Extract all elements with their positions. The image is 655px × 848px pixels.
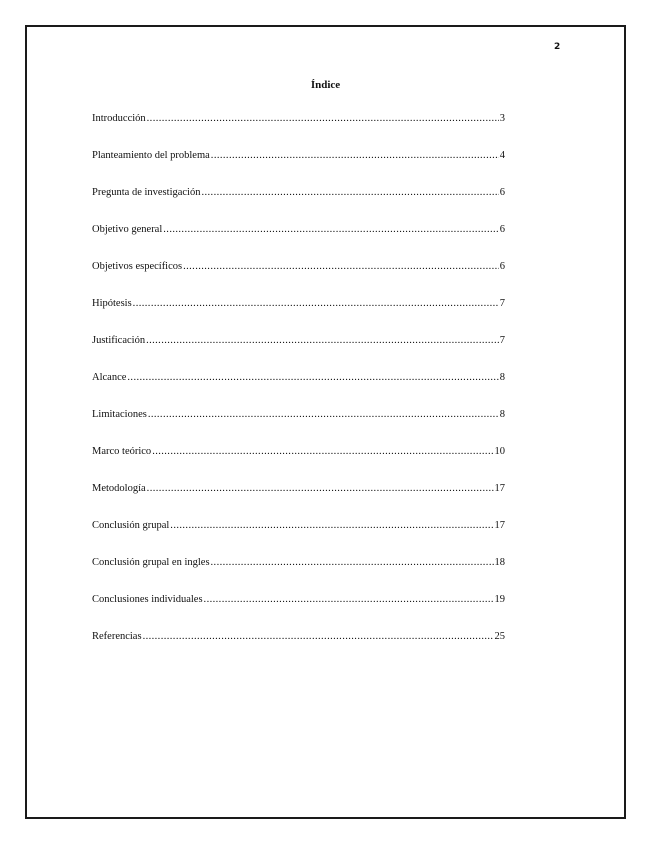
toc-entry-page: 8: [499, 372, 505, 383]
dot-leader: [127, 372, 498, 383]
dot-leader: [170, 520, 493, 531]
toc-entry-label: Metodología: [92, 483, 146, 494]
dot-leader: [133, 298, 499, 309]
toc-title: Índice: [310, 79, 341, 91]
toc-entry-page: 17: [494, 483, 505, 494]
toc-entry-label: Introducción: [92, 113, 146, 124]
toc-entry-referencias: [92, 631, 505, 668]
toc-entry-page: 6: [499, 261, 505, 272]
dot-leader: [152, 446, 493, 457]
dot-leader: [147, 113, 499, 124]
toc-entry-label: Objetivo general: [92, 224, 163, 235]
table-of-contents: [92, 113, 505, 668]
toc-entry-label: Conclusión grupal: [92, 520, 170, 531]
toc-entry-page: 18: [494, 557, 505, 568]
toc-entry-label: Conclusiones individuales: [92, 594, 203, 605]
toc-entry-label: Conclusión grupal en ingles: [92, 557, 210, 568]
toc-entry-planteamiento: [92, 150, 505, 187]
toc-entry-page: 6: [499, 224, 505, 235]
dot-leader: [211, 150, 499, 161]
toc-entry-label: Alcance: [92, 372, 127, 383]
toc-entry-page: 4: [499, 150, 505, 161]
dot-leader: [204, 594, 494, 605]
toc-entry-label: Limitaciones: [92, 409, 147, 420]
dot-leader: [146, 335, 499, 346]
toc-entry-limitaciones: [92, 409, 505, 446]
toc-entry-label: Hipótesis: [92, 298, 132, 309]
toc-entry-objetivos-especificos: [92, 261, 505, 298]
dot-leader: [201, 187, 498, 198]
toc-entry-conclusion-grupal: [92, 520, 505, 557]
toc-entry-label: Planteamiento del problema: [92, 150, 210, 161]
toc-entry-justificacion: [92, 335, 505, 372]
toc-entry-hipotesis: [92, 298, 505, 335]
toc-entry-label: Objetivos específicos: [92, 261, 183, 272]
toc-entry-metodologia: [92, 483, 505, 520]
toc-entry-introduccion: [92, 113, 505, 150]
dot-leader: [163, 224, 498, 235]
document-page: [25, 25, 626, 819]
toc-entry-page: 10: [494, 446, 505, 457]
dot-leader: [211, 557, 494, 568]
toc-entry-alcance: [92, 372, 505, 409]
toc-entry-label: Marco teórico: [92, 446, 152, 457]
toc-entry-page: 17: [494, 520, 505, 531]
toc-entry-page: 19: [494, 594, 505, 605]
dot-leader: [147, 483, 494, 494]
dot-leader: [183, 261, 499, 272]
toc-entry-page: 7: [499, 298, 505, 309]
dot-leader: [143, 631, 494, 642]
page-number: 2: [554, 42, 561, 52]
toc-entry-marco-teorico: [92, 446, 505, 483]
toc-entry-conclusiones-individuales: [92, 594, 505, 631]
toc-entry-page: 25: [494, 631, 505, 642]
toc-entry-label: Pregunta de investigación: [92, 187, 201, 198]
toc-entry-page: 3: [499, 113, 505, 124]
toc-entry-conclusion-ingles: [92, 557, 505, 594]
toc-entry-label: Referencias: [92, 631, 142, 642]
toc-entry-page: 7: [499, 335, 505, 346]
toc-entry-objetivo-general: [92, 224, 505, 261]
dot-leader: [148, 409, 499, 420]
toc-entry-pregunta: [92, 187, 505, 224]
toc-entry-label: Justificación: [92, 335, 146, 346]
toc-entry-page: 8: [499, 409, 505, 420]
toc-entry-page: 6: [499, 187, 505, 198]
